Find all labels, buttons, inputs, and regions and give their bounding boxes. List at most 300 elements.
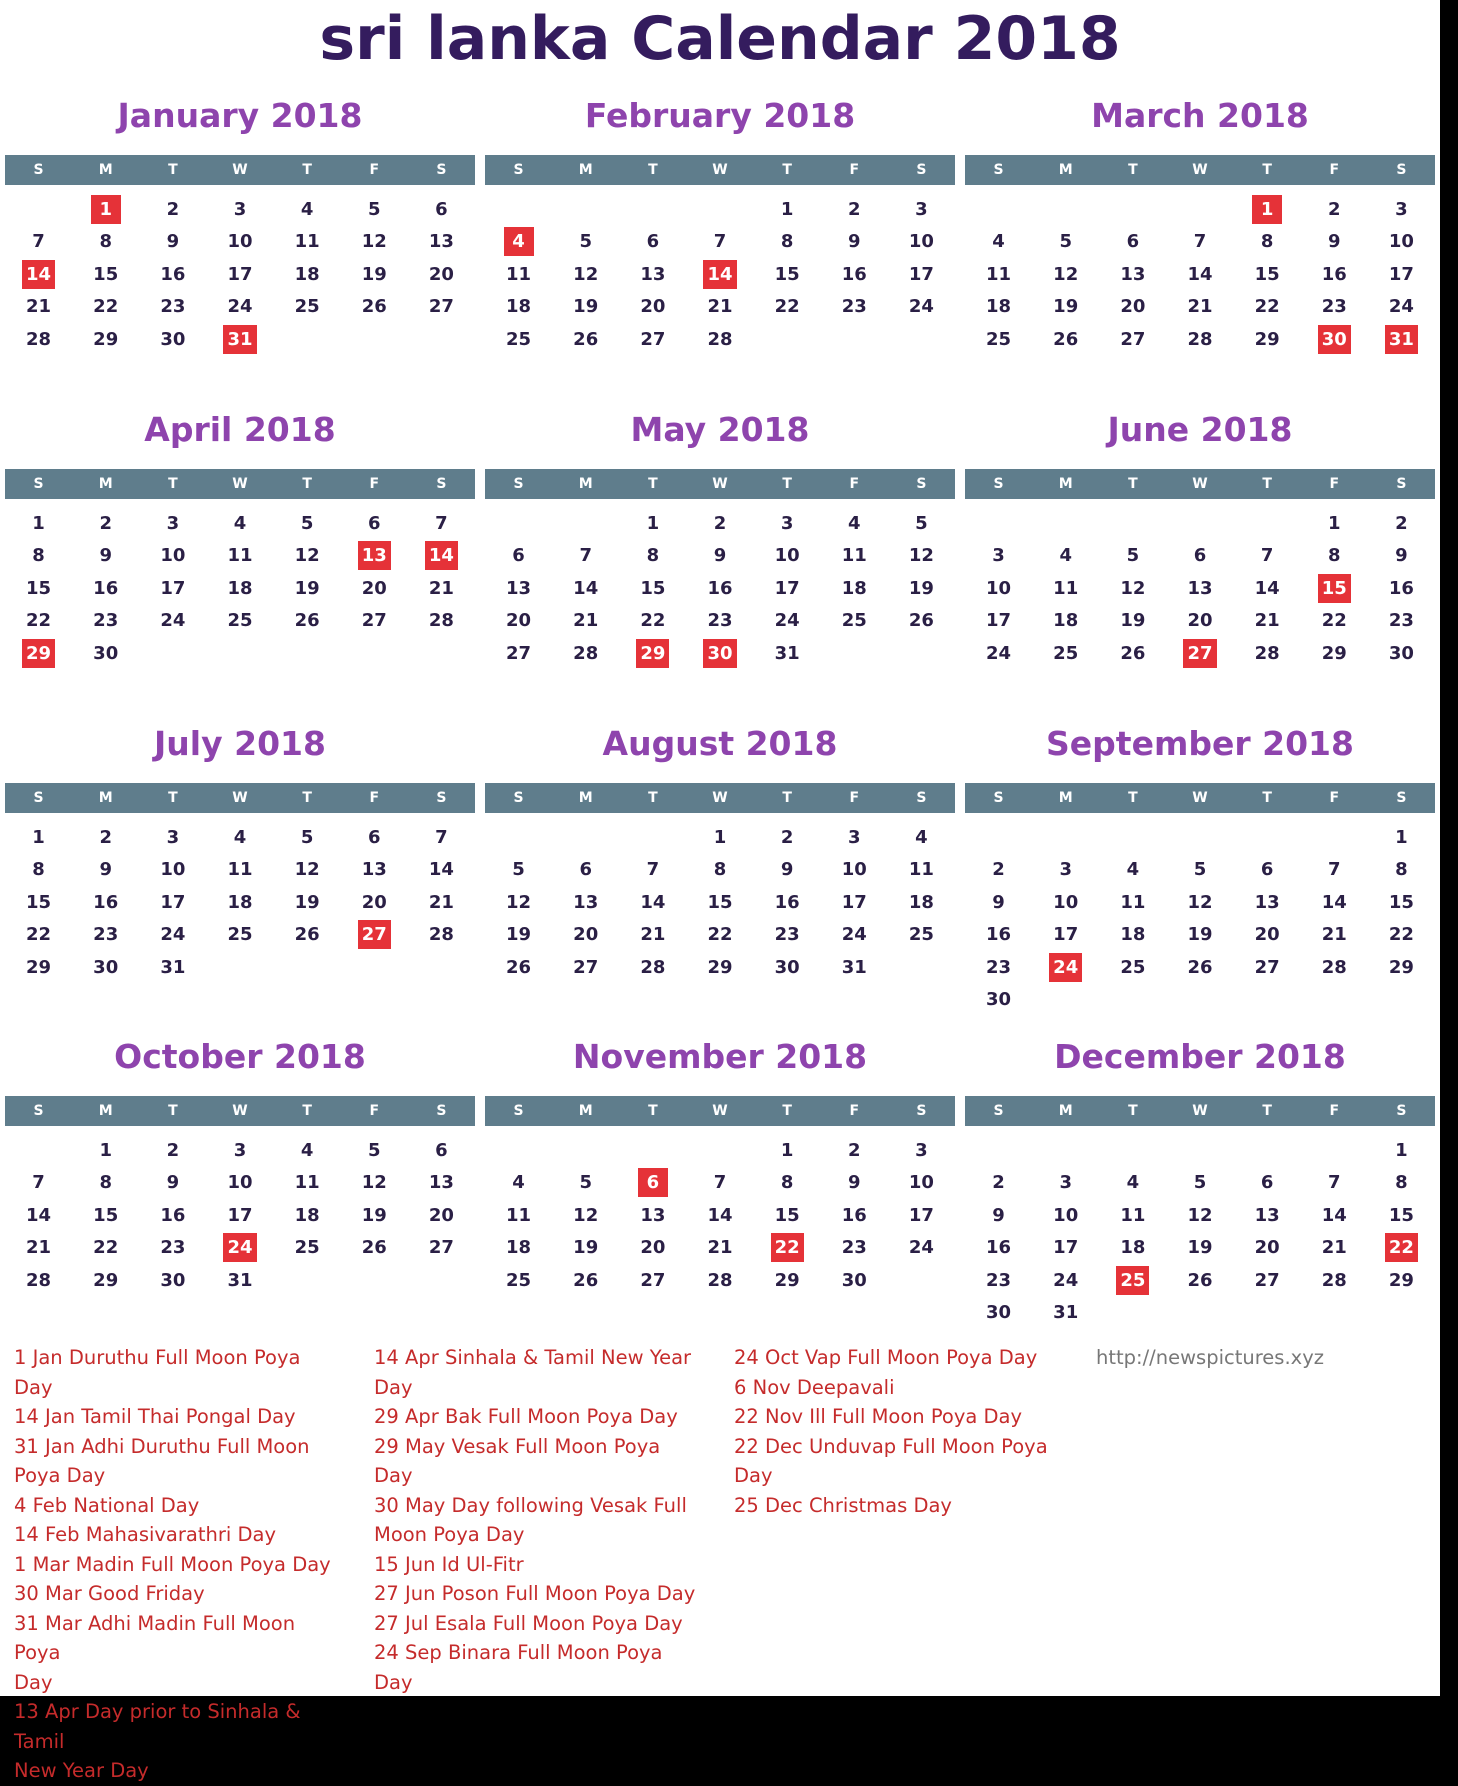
day-cell bbox=[485, 1264, 552, 1297]
day-number: 2 bbox=[166, 198, 180, 220]
day-cell bbox=[485, 919, 552, 952]
day-number: 30 bbox=[1388, 642, 1414, 664]
holiday-day-cell bbox=[686, 258, 753, 291]
day-number: 26 bbox=[1053, 328, 1079, 350]
day-cell bbox=[821, 886, 888, 919]
day-number: 27 bbox=[1183, 639, 1216, 668]
day-number: 22 bbox=[1385, 1233, 1418, 1262]
day-cell bbox=[888, 226, 955, 259]
day-cell bbox=[1032, 854, 1099, 887]
day-number: 17 bbox=[1053, 924, 1079, 946]
weekday-label: S bbox=[33, 1103, 44, 1119]
day-cell bbox=[1099, 951, 1166, 984]
day-cell bbox=[139, 507, 206, 540]
day-cell bbox=[1032, 323, 1099, 356]
weekday-label: F bbox=[369, 162, 380, 178]
day-number: 2 bbox=[99, 826, 112, 848]
day-cell bbox=[1099, 1199, 1166, 1232]
day-cell bbox=[619, 540, 686, 573]
empty-cell bbox=[552, 821, 619, 854]
day-number: 25 bbox=[506, 1269, 532, 1291]
day-number: 8 bbox=[1260, 231, 1274, 253]
day-cell bbox=[206, 507, 273, 540]
day-cell bbox=[754, 886, 821, 919]
day-cell bbox=[552, 1264, 619, 1297]
month-title: November 2018 bbox=[572, 1037, 868, 1076]
day-number: 25 bbox=[1053, 642, 1079, 664]
day-number: 6 bbox=[368, 826, 381, 848]
day-cell bbox=[888, 540, 955, 573]
day-number: 23 bbox=[841, 1237, 867, 1259]
month-block bbox=[485, 719, 955, 984]
day-cell bbox=[888, 854, 955, 887]
holiday-entry: 29 May Vesak Full Moon Poya Day bbox=[374, 1434, 661, 1487]
day-cell bbox=[1166, 1232, 1233, 1265]
day-number: 7 bbox=[1328, 859, 1341, 881]
weekday-label: F bbox=[1329, 790, 1340, 806]
day-cell bbox=[821, 193, 888, 226]
day-cell bbox=[965, 291, 1032, 324]
day-number: 30 bbox=[93, 642, 119, 664]
day-number: 20 bbox=[1254, 1237, 1280, 1259]
day-cell bbox=[1301, 1232, 1368, 1265]
empty-cell bbox=[1032, 507, 1099, 540]
day-cell bbox=[72, 540, 139, 573]
day-number: 29 bbox=[1254, 328, 1280, 350]
day-number: 11 bbox=[227, 545, 253, 567]
day-number: 6 bbox=[435, 198, 448, 220]
day-cell bbox=[341, 226, 408, 259]
day-number: 13 bbox=[506, 577, 532, 599]
day-number: 24 bbox=[223, 1233, 256, 1262]
day-number: 19 bbox=[361, 263, 387, 285]
holiday-entry: Day bbox=[734, 1464, 773, 1487]
day-cell bbox=[754, 507, 821, 540]
day-number: 3 bbox=[992, 545, 1005, 567]
day-number: 10 bbox=[986, 577, 1012, 599]
weekday-label: T bbox=[648, 162, 658, 178]
day-number: 11 bbox=[506, 1204, 532, 1226]
day-number: 25 bbox=[294, 296, 320, 318]
day-number: 29 bbox=[636, 639, 669, 668]
day-number: 8 bbox=[99, 231, 112, 253]
day-number: 22 bbox=[1254, 296, 1280, 318]
day-number: 3 bbox=[233, 198, 247, 220]
day-number: 7 bbox=[32, 231, 45, 253]
day-number: 14 bbox=[428, 859, 454, 881]
day-number: 4 bbox=[1126, 1172, 1140, 1194]
day-cell bbox=[139, 258, 206, 291]
weekday-label: F bbox=[1329, 1103, 1340, 1119]
day-cell bbox=[1234, 323, 1301, 356]
day-cell bbox=[274, 507, 341, 540]
day-cell bbox=[1166, 540, 1233, 573]
holiday-entry: 4 Feb National Day bbox=[14, 1493, 200, 1517]
day-cell bbox=[888, 507, 955, 540]
day-number: 7 bbox=[1193, 231, 1207, 253]
day-number: 9 bbox=[713, 545, 727, 567]
weekday-label: S bbox=[993, 1103, 1004, 1119]
day-grid bbox=[965, 821, 1435, 1016]
day-number: 1 bbox=[1395, 1139, 1408, 1161]
day-number: 22 bbox=[640, 610, 666, 632]
day-number: 17 bbox=[774, 577, 800, 599]
day-number: 26 bbox=[1187, 1269, 1213, 1291]
day-cell bbox=[274, 193, 341, 226]
day-cell bbox=[965, 540, 1032, 573]
empty-cell bbox=[1032, 821, 1099, 854]
day-number: 10 bbox=[908, 231, 934, 253]
weekday-label: F bbox=[849, 790, 860, 806]
day-cell bbox=[1234, 1167, 1301, 1200]
day-cell bbox=[1368, 291, 1435, 324]
day-cell bbox=[821, 951, 888, 984]
month-title: May 2018 bbox=[630, 410, 810, 449]
day-cell bbox=[1368, 1264, 1435, 1297]
day-number: 12 bbox=[1187, 891, 1213, 913]
day-number: 17 bbox=[841, 891, 867, 913]
month-block bbox=[485, 91, 955, 356]
day-number: 16 bbox=[93, 577, 119, 599]
month-block bbox=[485, 405, 955, 670]
day-number: 14 bbox=[1321, 1204, 1347, 1226]
day-cell bbox=[888, 193, 955, 226]
day-cell bbox=[965, 919, 1032, 952]
day-number: 14 bbox=[425, 541, 458, 570]
day-number: 31 bbox=[160, 956, 186, 978]
holiday-entry: 31 Mar Adhi Madin Full Moon Poya bbox=[14, 1611, 296, 1664]
holiday-entry: 1 Mar Madin Full Moon Poya Day bbox=[14, 1552, 331, 1576]
day-number: 13 bbox=[640, 263, 666, 285]
day-number: 6 bbox=[368, 512, 381, 534]
day-cell bbox=[485, 951, 552, 984]
weekday-label: S bbox=[33, 162, 44, 178]
holiday-day-cell bbox=[754, 1232, 821, 1265]
day-cell bbox=[5, 605, 72, 638]
day-number: 4 bbox=[233, 826, 247, 848]
day-cell bbox=[408, 821, 475, 854]
day-grid bbox=[485, 821, 955, 984]
weekday-label: S bbox=[513, 790, 524, 806]
day-number: 29 bbox=[93, 328, 119, 350]
day-cell bbox=[552, 1167, 619, 1200]
day-number: 11 bbox=[294, 1172, 320, 1194]
day-cell bbox=[888, 919, 955, 952]
day-number: 11 bbox=[227, 859, 253, 881]
day-cell bbox=[485, 572, 552, 605]
day-cell bbox=[274, 540, 341, 573]
day-cell bbox=[1166, 226, 1233, 259]
day-number: 3 bbox=[166, 826, 180, 848]
day-number: 22 bbox=[771, 1233, 804, 1262]
day-number: 13 bbox=[428, 231, 454, 253]
day-cell bbox=[341, 507, 408, 540]
day-cell bbox=[5, 540, 72, 573]
day-number: 29 bbox=[26, 956, 52, 978]
day-number: 7 bbox=[713, 231, 727, 253]
holiday-entry: 14 Jan Tamil Thai Pongal Day bbox=[14, 1405, 296, 1428]
day-cell bbox=[139, 886, 206, 919]
holiday-day-cell bbox=[5, 258, 72, 291]
day-cell bbox=[965, 323, 1032, 356]
day-number: 18 bbox=[1053, 610, 1079, 632]
day-grid bbox=[5, 507, 475, 670]
day-cell bbox=[139, 1232, 206, 1265]
day-number: 6 bbox=[1260, 859, 1274, 881]
day-cell bbox=[274, 1167, 341, 1200]
day-number: 29 bbox=[774, 1269, 800, 1291]
day-number: 28 bbox=[707, 1269, 733, 1291]
day-number: 15 bbox=[1254, 263, 1280, 285]
day-number: 31 bbox=[774, 642, 800, 664]
day-number: 12 bbox=[506, 891, 532, 913]
empty-cell bbox=[552, 1134, 619, 1167]
day-cell bbox=[619, 1264, 686, 1297]
day-number: 11 bbox=[908, 859, 934, 881]
month-block bbox=[485, 1032, 955, 1297]
month-block bbox=[965, 1032, 1435, 1329]
month-title: December 2018 bbox=[1054, 1037, 1346, 1076]
day-number: 29 bbox=[1388, 956, 1414, 978]
day-cell bbox=[1234, 291, 1301, 324]
weekday-label: M bbox=[578, 790, 593, 806]
empty-cell bbox=[552, 193, 619, 226]
day-cell bbox=[341, 854, 408, 887]
day-number: 27 bbox=[573, 956, 599, 978]
weekday-header bbox=[485, 1096, 955, 1126]
day-cell bbox=[5, 291, 72, 324]
day-number: 20 bbox=[361, 891, 387, 913]
day-cell bbox=[888, 1134, 955, 1167]
day-number: 30 bbox=[160, 1269, 186, 1291]
day-number: 28 bbox=[1321, 956, 1347, 978]
day-cell bbox=[821, 572, 888, 605]
empty-cell bbox=[619, 821, 686, 854]
weekday-label: T bbox=[168, 162, 178, 178]
holiday-day-cell bbox=[1368, 1232, 1435, 1265]
day-number: 4 bbox=[300, 198, 314, 220]
day-number: 16 bbox=[986, 924, 1012, 946]
day-cell bbox=[619, 291, 686, 324]
day-number: 24 bbox=[160, 924, 186, 946]
day-number: 1 bbox=[32, 512, 45, 534]
day-number: 26 bbox=[908, 610, 934, 632]
day-number: 14 bbox=[707, 1204, 733, 1226]
day-cell bbox=[1301, 540, 1368, 573]
day-number: 9 bbox=[992, 891, 1005, 913]
day-cell bbox=[1368, 540, 1435, 573]
day-number: 26 bbox=[573, 1269, 599, 1291]
day-number: 20 bbox=[428, 263, 454, 285]
day-number: 27 bbox=[1120, 328, 1146, 350]
day-number: 28 bbox=[26, 328, 52, 350]
day-number: 2 bbox=[992, 1172, 1005, 1194]
day-cell bbox=[72, 258, 139, 291]
holiday-entry: 25 Dec Christmas Day bbox=[734, 1493, 952, 1517]
day-number: 30 bbox=[1318, 325, 1351, 354]
day-cell bbox=[619, 605, 686, 638]
day-cell bbox=[754, 1134, 821, 1167]
day-number: 2 bbox=[848, 1139, 861, 1161]
day-cell bbox=[552, 226, 619, 259]
empty-cell bbox=[686, 1134, 753, 1167]
day-number: 17 bbox=[227, 1204, 253, 1226]
day-number: 3 bbox=[1059, 859, 1072, 881]
day-number: 29 bbox=[707, 956, 733, 978]
day-cell bbox=[686, 291, 753, 324]
day-cell bbox=[485, 291, 552, 324]
holiday-day-cell bbox=[1368, 323, 1435, 356]
day-cell bbox=[552, 258, 619, 291]
empty-cell bbox=[1234, 1134, 1301, 1167]
day-number: 18 bbox=[841, 577, 867, 599]
weekday-label: S bbox=[513, 1103, 524, 1119]
day-number: 30 bbox=[160, 328, 186, 350]
day-cell bbox=[1166, 1199, 1233, 1232]
day-number: 21 bbox=[428, 891, 454, 913]
day-number: 26 bbox=[361, 296, 387, 318]
day-number: 8 bbox=[780, 1172, 794, 1194]
day-number: 19 bbox=[1120, 610, 1146, 632]
day-cell bbox=[1166, 1264, 1233, 1297]
day-number: 11 bbox=[506, 263, 532, 285]
day-cell bbox=[619, 507, 686, 540]
day-number: 23 bbox=[160, 1237, 186, 1259]
day-number: 7 bbox=[32, 1172, 45, 1194]
holiday-day-cell bbox=[1234, 193, 1301, 226]
day-cell bbox=[1032, 1167, 1099, 1200]
day-number: 10 bbox=[227, 231, 253, 253]
day-number: 16 bbox=[774, 891, 800, 913]
holiday-day-cell bbox=[72, 193, 139, 226]
day-number: 1 bbox=[32, 826, 45, 848]
day-cell bbox=[754, 951, 821, 984]
day-number: 9 bbox=[99, 545, 112, 567]
day-number: 5 bbox=[1193, 859, 1207, 881]
day-cell bbox=[139, 1134, 206, 1167]
day-number: 22 bbox=[1388, 924, 1414, 946]
day-number: 16 bbox=[1388, 577, 1414, 599]
day-cell bbox=[754, 854, 821, 887]
day-number: 30 bbox=[703, 639, 736, 668]
day-number: 23 bbox=[93, 610, 119, 632]
day-cell bbox=[1301, 1167, 1368, 1200]
day-cell bbox=[619, 572, 686, 605]
holiday-entry: 13 Apr Day prior to Sinhala & Tamil bbox=[14, 1700, 301, 1753]
day-cell bbox=[1099, 919, 1166, 952]
day-cell bbox=[1166, 323, 1233, 356]
holiday-day-cell bbox=[5, 637, 72, 670]
day-number: 30 bbox=[93, 956, 119, 978]
day-cell bbox=[686, 1232, 753, 1265]
weekday-label: W bbox=[712, 476, 728, 492]
day-number: 15 bbox=[1388, 1204, 1414, 1226]
day-cell bbox=[1166, 258, 1233, 291]
day-number: 8 bbox=[1395, 1172, 1408, 1194]
day-cell bbox=[754, 821, 821, 854]
day-cell bbox=[274, 1199, 341, 1232]
weekday-label: T bbox=[302, 790, 312, 806]
day-number: 26 bbox=[361, 1237, 387, 1259]
empty-cell bbox=[1166, 193, 1233, 226]
day-cell bbox=[1166, 886, 1233, 919]
day-number: 6 bbox=[1193, 545, 1207, 567]
day-number: 27 bbox=[358, 920, 391, 949]
day-number: 22 bbox=[26, 924, 52, 946]
day-cell bbox=[1032, 919, 1099, 952]
day-cell bbox=[274, 258, 341, 291]
empty-cell bbox=[485, 821, 552, 854]
day-number: 31 bbox=[223, 325, 256, 354]
day-cell bbox=[1368, 1167, 1435, 1200]
empty-cell bbox=[485, 507, 552, 540]
day-number: 7 bbox=[435, 512, 448, 534]
day-number: 24 bbox=[160, 610, 186, 632]
day-grid bbox=[485, 507, 955, 670]
day-number: 10 bbox=[841, 859, 867, 881]
day-cell bbox=[1234, 605, 1301, 638]
weekday-label: F bbox=[369, 476, 380, 492]
day-number: 15 bbox=[774, 263, 800, 285]
day-cell bbox=[408, 291, 475, 324]
day-cell bbox=[821, 1167, 888, 1200]
day-cell bbox=[1301, 507, 1368, 540]
empty-cell bbox=[1032, 1134, 1099, 1167]
day-number: 18 bbox=[506, 1237, 532, 1259]
day-number: 6 bbox=[435, 1139, 448, 1161]
day-cell bbox=[888, 886, 955, 919]
day-cell bbox=[888, 572, 955, 605]
day-cell bbox=[1032, 1264, 1099, 1297]
day-cell bbox=[408, 258, 475, 291]
day-cell bbox=[72, 605, 139, 638]
holiday-entry: 24 Oct Vap Full Moon Poya Day bbox=[734, 1346, 1038, 1369]
day-number: 9 bbox=[1395, 545, 1408, 567]
day-number: 23 bbox=[1388, 610, 1414, 632]
day-cell bbox=[965, 886, 1032, 919]
day-cell bbox=[139, 1264, 206, 1297]
empty-cell bbox=[5, 1134, 72, 1167]
day-number: 16 bbox=[160, 263, 186, 285]
day-number: 22 bbox=[1321, 610, 1347, 632]
day-number: 19 bbox=[506, 924, 532, 946]
day-cell bbox=[1099, 226, 1166, 259]
day-cell bbox=[5, 886, 72, 919]
day-number: 6 bbox=[1260, 1172, 1274, 1194]
day-number: 20 bbox=[640, 1237, 666, 1259]
day-cell bbox=[1301, 291, 1368, 324]
day-cell bbox=[1032, 291, 1099, 324]
day-number: 5 bbox=[300, 826, 314, 848]
day-number: 19 bbox=[1053, 296, 1079, 318]
weekday-header bbox=[5, 1096, 475, 1126]
empty-cell bbox=[1166, 821, 1233, 854]
day-cell bbox=[5, 854, 72, 887]
day-cell bbox=[1301, 1264, 1368, 1297]
day-number: 2 bbox=[1328, 198, 1341, 220]
day-number: 1 bbox=[1252, 195, 1282, 224]
day-cell bbox=[1166, 572, 1233, 605]
day-cell bbox=[139, 323, 206, 356]
holiday-day-cell bbox=[206, 323, 273, 356]
day-cell bbox=[686, 1199, 753, 1232]
weekday-label: T bbox=[1262, 162, 1272, 178]
weekday-label: M bbox=[1058, 1103, 1073, 1119]
day-number: 8 bbox=[32, 859, 45, 881]
day-cell bbox=[686, 507, 753, 540]
weekday-label: W bbox=[1192, 1103, 1208, 1119]
day-number: 8 bbox=[713, 859, 727, 881]
